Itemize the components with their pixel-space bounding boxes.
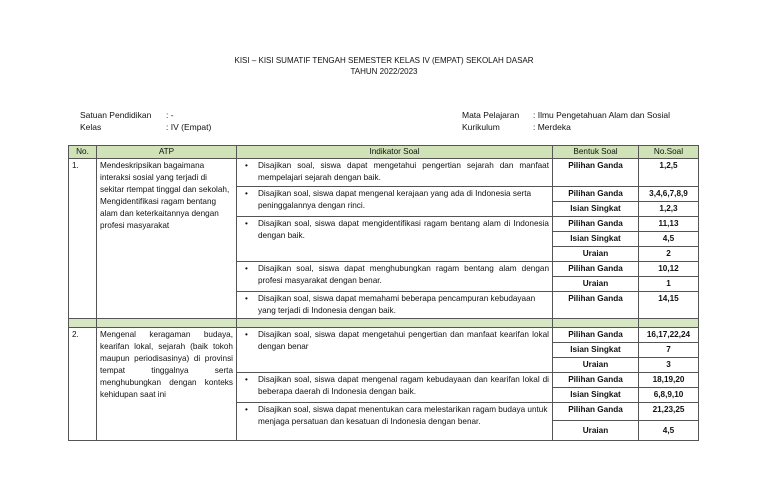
kelas-value: : IV (Empat) <box>166 122 212 132</box>
nosoal-cell: 14,15 <box>639 292 699 319</box>
indicator-cell <box>237 187 553 217</box>
indicator-text: • Disajikan soal, siswa dapat menghubungkan ragam bentang alam dengan profesi masyarakat dengan benar. <box>240 263 549 287</box>
nosoal-cell: 2 <box>639 247 699 262</box>
bentuk-cell: Uraian <box>553 247 639 262</box>
mapel-label: Mata Pelajaran <box>462 110 520 120</box>
bentuk-cell: Pilihan Ganda <box>553 217 639 232</box>
table-row <box>69 328 699 343</box>
table-row <box>69 159 699 187</box>
bentuk-cell: Isian Singkat <box>553 232 639 247</box>
bentuk-cell: Uraian <box>553 421 639 441</box>
bentuk-cell: Isian Singkat <box>553 343 639 358</box>
nosoal-cell: 1,2,5 <box>639 159 699 187</box>
bentuk-cell: Uraian <box>553 358 639 373</box>
indicator-text: • Disajikan soal, siswa dapat menentukan cara melestarikan ragam budaya untuk menjaga persatuan dan kesatuan di Indonesia dengan benar. <box>240 404 549 428</box>
nosoal-cell: 1,2,3 <box>639 202 699 217</box>
nosoal-cell: 6,8,9,10 <box>639 388 699 403</box>
header-no: No. <box>69 146 97 159</box>
bentuk-cell: Pilihan Ganda <box>553 262 639 277</box>
bentuk-cell: Isian Singkat <box>553 388 639 403</box>
satuan-label: Satuan Pendidikan <box>80 110 152 120</box>
indicator-text: • Disajikan soal, siswa dapat memahami beberapa pencampuran kebudayaan yang terjadi di Indonesia dengan baik. <box>240 293 549 317</box>
satuan-value: : - <box>166 110 174 120</box>
bentuk-cell: Pilihan Ganda <box>553 292 639 319</box>
indicator-cell <box>237 328 553 373</box>
header-atp: ATP <box>97 146 237 159</box>
bentuk-cell: Pilihan Ganda <box>553 403 639 421</box>
bentuk-cell: Uraian <box>553 277 639 292</box>
row-atp: Mengenal keragaman budaya, kearifan lokal, sejarah (baik tokoh maupun periodisasinya) di provinsi tempat tinggalnya serta menghubungkan dengan konteks kehidupan saat ini <box>97 328 237 441</box>
nosoal-cell: 4,5 <box>639 421 699 441</box>
indicator-cell <box>237 159 553 187</box>
nosoal-cell: 3 <box>639 358 699 373</box>
nosoal-cell: 7 <box>639 343 699 358</box>
indicator-text: • Disajikan soal, siswa dapat mengenal kerajaan yang ada di Indonesia serta peninggalannya dengan rinci. <box>240 188 549 212</box>
indicator-cell <box>237 262 553 292</box>
kisi-table <box>68 145 699 441</box>
nosoal-cell: 11,13 <box>639 217 699 232</box>
separator-cell <box>69 319 97 328</box>
indicator-text: • Disajikan soal, siswa dapat mengidentifikasi ragam bentang alam di Indonesia dengan baik. <box>240 218 549 242</box>
indicator-text: • Disajikan soal, siswa dapat mengenal ragam kebudayaan dan kearifan lokal di beberapa daerah di Indonesia dengan baik. <box>240 374 549 398</box>
nosoal-cell: 1 <box>639 277 699 292</box>
nosoal-cell: 10,12 <box>639 262 699 277</box>
bentuk-cell: Pilihan Ganda <box>553 328 639 343</box>
kurikulum-label: Kurikulum <box>462 122 500 132</box>
separator-cell <box>237 319 553 328</box>
separator-cell <box>639 319 699 328</box>
indicator-cell <box>237 373 553 403</box>
bentuk-cell: Isian Singkat <box>553 202 639 217</box>
header-bentuk: Bentuk Soal <box>553 146 639 159</box>
separator-cell <box>553 319 639 328</box>
kelas-label: Kelas <box>80 122 102 132</box>
nosoal-cell: 16,17,22,24 <box>639 328 699 343</box>
kurikulum-value: : Merdeka <box>533 122 571 132</box>
header-indikator: Indikator Soal <box>237 146 553 159</box>
separator-row <box>69 319 699 328</box>
indicator-cell <box>237 217 553 262</box>
indicator-cell <box>237 403 553 441</box>
nosoal-cell: 18,19,20 <box>639 373 699 388</box>
header-nosoal: No.Soal <box>639 146 699 159</box>
row-no: 2. <box>69 328 97 441</box>
document-title: KISI – KISI SUMATIF TENGAH SEMESTER KELAS IV (EMPAT) SEKOLAH DASAR <box>234 56 534 65</box>
indicator-text: • Disajikan soal, siswa dapat mengetahui pengertian sejarah dan manfaat mempelajari sejarah dengan baik. <box>240 160 549 184</box>
nosoal-cell: 4,5 <box>639 232 699 247</box>
row-atp: Mendeskripsikan bagaimana interaksi sosial yang terjadi di sekitar rtempat tinggal dan sekolah, Mengidentifikasi ragam bentang alam dan keterkaitannya dengan profesi masyarakat <box>97 159 237 319</box>
indicator-cell <box>237 292 553 319</box>
document-year: TAHUN 2022/2023 <box>350 67 418 76</box>
row-no: 1. <box>69 159 97 319</box>
table-header-row <box>69 146 699 159</box>
bentuk-cell: Pilihan Ganda <box>553 373 639 388</box>
indicator-text: • Disajikan soal, siswa dapat mengetahui pengertian dan manfaat kearifan lokal dengan benar <box>240 329 549 353</box>
bentuk-cell: Pilihan Ganda <box>553 187 639 202</box>
bentuk-cell: Pilihan Ganda <box>553 159 639 187</box>
mapel-value: : Ilmu Pengetahuan Alam dan Sosial <box>533 110 671 120</box>
nosoal-cell: 3,4,6,7,8,9 <box>639 187 699 202</box>
nosoal-cell: 21,23,25 <box>639 403 699 421</box>
separator-cell <box>97 319 237 328</box>
